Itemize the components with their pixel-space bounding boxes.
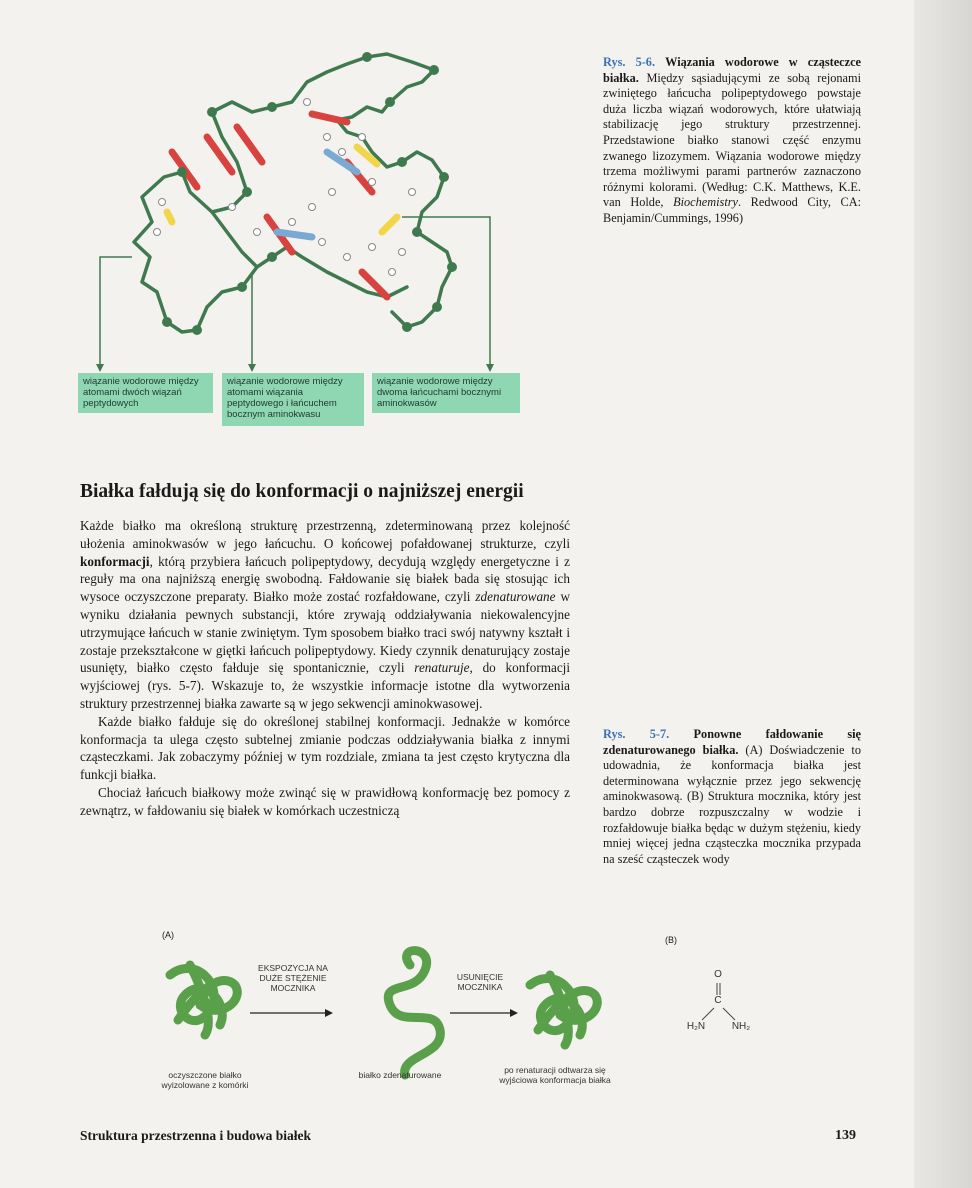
- caption-text: (A) Doświadczenie to udowadnia, że konformacja białka jest determinowana wyłącznie przez jego sekwencję aminokwasową. (B) Struktura mocznika, który jest bardzo dobrze rozpuszczalny w wodzie i rozfałdowuje białka będąc w dużym stężeniu, kiedy mniej więcej jedna cząsteczka mocznika przypada na sześć cząsteczek wody: [603, 742, 861, 866]
- caption-source: (Według: C.K. Matthews, K.E. van Holde,: [603, 179, 861, 210]
- paragraph-1: [80, 517, 570, 713]
- caption-title: Wiązania wodorowe w cząsteczce białka.: [603, 55, 862, 85]
- arrow2-label: USUNIĘCIE MOCZNIKA: [456, 972, 504, 992]
- backbone-chain: [134, 54, 434, 322]
- refolding-diagram: [150, 925, 860, 1105]
- figure-5-6-caption: [603, 55, 861, 227]
- atom: [242, 187, 252, 197]
- atom-white: [289, 219, 296, 226]
- atom: [447, 262, 457, 272]
- caption-text: Między sąsiadującymi ze sobą rejonami zwiniętego łańcucha polipeptydowego powstaje duża liczba wiązań wodorowych, które ułatwiają stabilizację jego struktury przestrzennej. Przedstawione białko stanowi część enzymu zwanego lizozymem. Wiązania wodorowe między trzema możliwymi parami partnerów zaznaczono różnymi kolorami.: [603, 70, 861, 194]
- backbone-chain-4: [212, 212, 257, 267]
- atom: [267, 102, 277, 112]
- urea-bond: [723, 1008, 735, 1020]
- atom: [432, 302, 442, 312]
- atom-white: [324, 134, 331, 141]
- term-italic: zdenaturowane: [475, 589, 556, 605]
- atom: [385, 97, 395, 107]
- atom-white: [319, 239, 326, 246]
- atom-white: [159, 199, 166, 206]
- atom-white: [339, 149, 346, 156]
- text-run: , do konformacji wyjściowej (rys. 5-7). Wskazuje to, że wszystkie informacje istotne dla wytworzenia struktury przestrzennej białka zawarte są w jego sekwencji aminokwasowej.: [80, 660, 571, 711]
- atom-white: [309, 204, 316, 211]
- atom-white: [154, 229, 161, 236]
- atom: [162, 317, 172, 327]
- atom-white: [369, 244, 376, 251]
- atom: [402, 322, 412, 332]
- atom-white: [389, 269, 396, 276]
- arrow-head: [510, 1009, 518, 1017]
- panel-a-label: (A): [162, 930, 174, 940]
- arrow-head: [325, 1009, 333, 1017]
- paragraph-3: Chociaż łańcuch białkowy może zwinąć się w prawidłową konformację bez pomocy z zewnątrz, w fałdowaniu się białek w komórkach uczestniczą: [80, 784, 570, 818]
- caption-renatured: po renaturacji odtwarza się wyjściowa konformacja białka: [499, 1065, 611, 1085]
- caption-source-title: Biochemistry: [673, 195, 738, 210]
- bond-red: [312, 114, 347, 122]
- text-run: , którą przybiera łańcuch polipeptydowy, decydują względy energetyczne i z reguły ma ona najniższą energię swobodną. Fałdowanie się białek bada się stosując ich wysoce oczyszczone preparaty. Białko może zostać rozfałdowane, czyli: [80, 553, 570, 605]
- atom-white: [329, 189, 336, 196]
- atom: [362, 52, 372, 62]
- body-text: [80, 517, 570, 820]
- text-run: w wyniku działania pewnych substancji, które zrywają oddziaływania niekowalencyjne utrzymujące łańcuch w stanie zwiniętym. Tym sposobem białko traci swój natywny kształt i zostaje przekształcone w giętki łańcuch polipeptydowy. Kiedy czynnik denaturujący zostaje usunięty, białko często fałduje się spontanicznie, czyli: [80, 589, 570, 676]
- running-footer-title: Struktura przestrzenna i budowa białek: [80, 1128, 312, 1143]
- atom: [412, 227, 422, 237]
- caption-purified: oczyszczone białko wyizolowane z komórki: [161, 1070, 249, 1090]
- atom-white: [399, 249, 406, 256]
- urea-oxygen: O: [714, 969, 722, 980]
- term-bold: konformacji: [80, 553, 150, 569]
- page-edge: [914, 0, 972, 1188]
- atom: [237, 282, 247, 292]
- bond-red: [207, 137, 232, 172]
- section-heading: Białka fałdują się do konformacji o najniższej energii: [80, 481, 524, 502]
- atom: [429, 65, 439, 75]
- folded-protein: [170, 965, 237, 1035]
- caption-source-end: . Redwood City, CA: Benjamin/Cummings, 1996): [603, 195, 862, 225]
- caption-denatured: białko zdenaturowane: [358, 1070, 442, 1080]
- urea-amine-right: NH₂: [731, 1021, 751, 1032]
- atom: [439, 172, 449, 182]
- arrow-head: [96, 364, 104, 372]
- atom-white: [229, 204, 236, 211]
- pointer-line: [402, 217, 490, 364]
- atom-white: [369, 179, 376, 186]
- arrow1-label: EKSPOZYCJA NA DUŻE STĘŻENIE MOCZNIKA: [258, 963, 328, 993]
- label-sidechain-sidechain: wiązanie wodorowe między dwoma łańcuchami bocznymi aminokwasów: [372, 373, 520, 413]
- bond-yellow: [167, 212, 172, 222]
- panel-b-label: (B): [665, 935, 677, 945]
- figure-5-7-caption: [603, 727, 861, 867]
- atom: [267, 252, 277, 262]
- label-backbone-backbone: wiązanie wodorowe między atomami dwóch wiązań peptydowych: [78, 373, 213, 413]
- refolded-protein: [530, 975, 597, 1045]
- text-run: Każde białko ma określoną strukturę przestrzenną, zdeterminowaną przez kolejność ułożenia aminokwasów w jego łańcuchu. O końcowej pofałdowanej strukturze, czyli: [80, 518, 570, 551]
- atom: [192, 325, 202, 335]
- bond-yellow: [382, 217, 397, 232]
- term-italic: renaturuje: [414, 660, 470, 676]
- caption-number: Rys. 5-7.: [603, 727, 670, 741]
- hydrogen-bonds: [167, 114, 397, 297]
- unfolded-protein: [388, 951, 440, 1075]
- atom-white: [254, 229, 261, 236]
- urea-amine-left: H₂N: [686, 1021, 706, 1032]
- bond-blue: [277, 232, 312, 237]
- paragraph-2: Każde białko fałduje się do określonej stabilnej konformacji. Jednakże w komórce konformacja ta ulega często subtelnej zmianie podczas oddziaływania białka z innymi cząsteczkami. Jak zobaczymy później w tym rozdziale, zmiana ta jest często krytyczna dla funkcji białka.: [80, 713, 570, 783]
- label-backbone-sidechain: wiązanie wodorowe między atomami wiązania peptydowego i łańcuchem bocznym aminokwasu: [222, 373, 364, 426]
- bond-red: [237, 127, 262, 162]
- caption-title: Ponowne fałdowanie się zdenaturowanego białka.: [603, 727, 861, 757]
- caption-number: Rys. 5-6.: [603, 55, 656, 69]
- urea-bond: [702, 1008, 714, 1020]
- atom-white: [359, 134, 366, 141]
- atom-white: [304, 99, 311, 106]
- atom-white: [409, 189, 416, 196]
- pointer-line: [100, 257, 132, 364]
- atom: [177, 167, 187, 177]
- arrow-head: [486, 364, 494, 372]
- atom-white: [344, 254, 351, 261]
- atom: [207, 107, 217, 117]
- atom: [397, 157, 407, 167]
- backbone-chain-3: [167, 247, 407, 332]
- arrow-head: [248, 364, 256, 372]
- page-number: 139: [835, 1128, 856, 1143]
- urea-carbon: C: [714, 995, 722, 1006]
